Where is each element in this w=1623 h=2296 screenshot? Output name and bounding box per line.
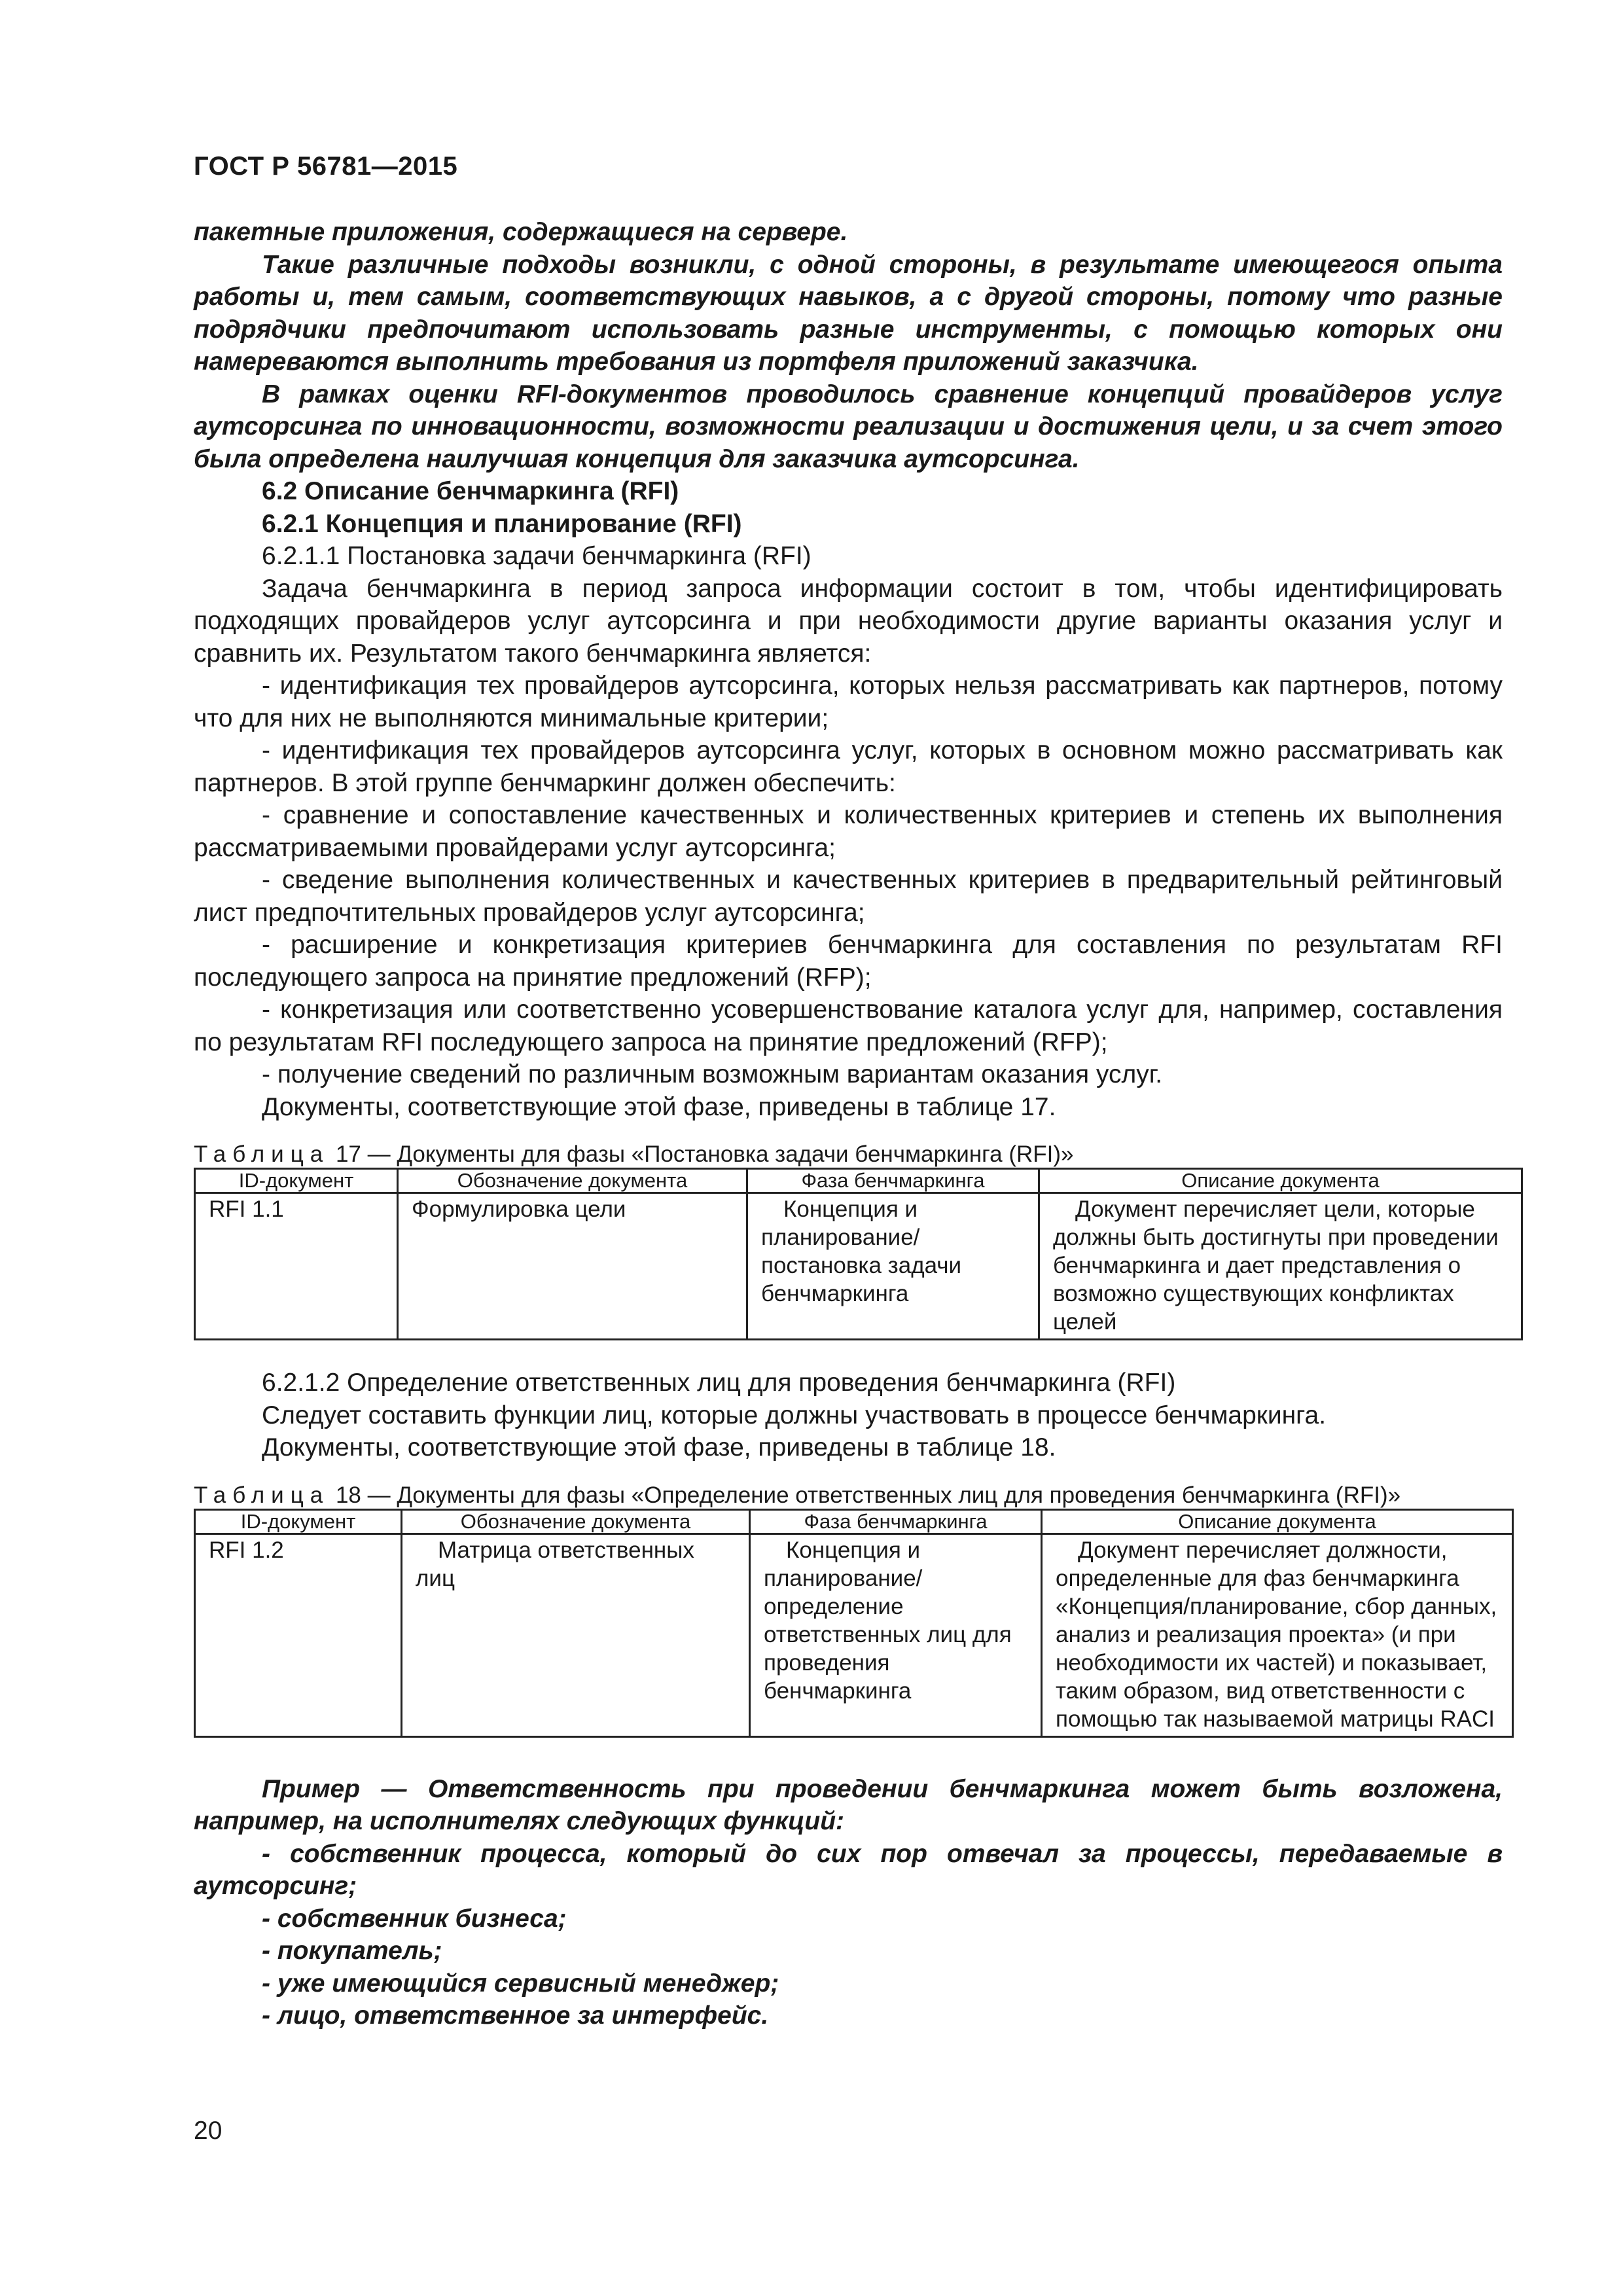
table-17-reference: Документы, соответствующие этой фазе, приведены в таблице 17.	[262, 1092, 1056, 1121]
table-row	[195, 1534, 1513, 1736]
heading-6-2: 6.2 Описание бенчмаркинга (RFI)	[262, 477, 679, 505]
table-header-row	[195, 1169, 1522, 1193]
cell-id: RFI 1.1	[195, 1193, 398, 1340]
cell-name: Матрица ответственных лиц	[402, 1534, 750, 1736]
cell-phase: Концепция и планирование/ определение ответственных лиц для проведения бенчмаркинга	[750, 1534, 1042, 1736]
bullet-item: - получение сведений по различным возможным вариантам оказания услуг.	[262, 1060, 1163, 1088]
page-number: 20	[194, 2117, 223, 2145]
intro-paragraph-2: В рамках оценки RFI-документов проводилось сравнение концепций провайдеров услуг аутсорсинга по инновационности, возможности реализации и достижения цели, и за счет этого была определена наилучшая концепция для заказчика аутсорсинга.	[194, 380, 1503, 473]
table-header-row	[195, 1509, 1513, 1534]
example-item: - лицо, ответственное за интерфейс.	[262, 2001, 769, 2030]
column-header: Описание документа	[1042, 1509, 1513, 1534]
example-item: - собственник процесса, который до сих пор отвечал за процессы, передаваемые в аутсорсинг;	[194, 1839, 1503, 1900]
intro-line: пакетные приложения, содержащиеся на сервере.	[194, 218, 848, 246]
standard-header: ГОСТ Р 56781—2015	[194, 152, 458, 181]
column-header: Описание документа	[1039, 1169, 1522, 1193]
bullet-item: - конкретизация или соответственно усовершенствование каталога услуг для, например, составления по результатам RFI последующего запроса на принятие предложений (RFP);	[194, 996, 1503, 1056]
table-18-reference: Документы, соответствующие этой фазе, приведены в таблице 18.	[262, 1433, 1056, 1462]
cell-description: Документ перечисляет должности, определенные для фаз бенчмаркинга «Концепция/планирование, сбор данных, анализ и реализация проекта» (и при необходимости их частей) и показывает, таким образом, вид ответственности с помощью так называемой матрицы RACI	[1042, 1534, 1513, 1736]
heading-6-2-1-1: 6.2.1.1 Постановка задачи бенчмаркинга (RFI)	[262, 542, 812, 570]
column-header: Фаза бенчмаркинга	[747, 1169, 1039, 1193]
column-header: ID-документ	[195, 1169, 398, 1193]
cell-id: RFI 1.2	[195, 1534, 402, 1736]
column-header: Обозначение документа	[398, 1169, 747, 1193]
task-paragraph: Задача бенчмаркинга в период запроса информации состоит в том, чтобы идентифицировать подходящих провайдеров услуг аутсорсинга и при необходимости другие варианты оказания услуг и сравнить их. Результатом такого бенчмаркинга является:	[194, 574, 1503, 668]
bullet-item: - идентификация тех провайдеров аутсорсинга, которых нельзя рассматривать как партнеров, потому что для них не выполняются минимальные критерии;	[194, 672, 1503, 732]
cell-phase: Концепция и планирование/ постановка задачи бенчмаркинга	[747, 1193, 1039, 1340]
heading-6-2-1-2: 6.2.1.2 Определение ответственных лиц для проведения бенчмаркинга (RFI)	[262, 1369, 1176, 1397]
example-item: - собственник бизнеса;	[262, 1904, 567, 1933]
column-header: Фаза бенчмаркинга	[750, 1509, 1042, 1534]
example-item: - уже имеющийся сервисный менеджер;	[262, 1969, 779, 1998]
table-row	[195, 1193, 1522, 1340]
table-17	[194, 1168, 1523, 1340]
heading-6-2-1: 6.2.1 Концепция и планирование (RFI)	[262, 509, 742, 538]
table-18	[194, 1509, 1514, 1738]
table-18-caption	[194, 1482, 1503, 1509]
cell-description: Документ перечисляет цели, которые должны быть достигнуты при проведении бенчмаркинга и дает представления о возможно существующих конфликтах целей	[1039, 1193, 1522, 1340]
example-intro: Пример — Ответственность при проведении бенчмаркинга может быть возложена, например, на исполнителях следующих функций:	[194, 1774, 1503, 1835]
table-caption-text: 18 — Документы для фазы «Определение ответственных лиц для проведения бенчмаркинга (RFI)»	[329, 1482, 1401, 1508]
table-caption-label: Таблица	[194, 1141, 330, 1167]
intro-paragraph-1: Такие различные подходы возникли, с одной стороны, в результате имеющегося опыта работы и, тем самым, соответствующих навыков, а с другой стороны, потому что разные подрядчики предпочитают использовать разные инструменты, с помощью которых они намереваются выполнить требования из портфеля приложений заказчика.	[194, 250, 1503, 376]
bullet-item: - идентификация тех провайдеров аутсорсинга услуг, которых в основном можно рассматривать как партнеров. В этой группе бенчмаркинг должен обеспечить:	[194, 736, 1503, 797]
table-caption-text: 17 — Документы для фазы «Постановка задачи бенчмаркинга (RFI)»	[329, 1141, 1074, 1167]
cell-name: Формулировка цели	[398, 1193, 747, 1340]
column-header: Обозначение документа	[402, 1509, 750, 1534]
roles-paragraph: Следует составить функции лиц, которые должны участвовать в процессе бенчмаркинга.	[262, 1401, 1327, 1429]
example-item: - покупатель;	[262, 1937, 442, 1965]
bullet-item: - сведение выполнения количественных и качественных критериев в предварительный рейтинговый лист предпочтительных провайдеров услуг аутсорсинга;	[194, 866, 1503, 927]
table-caption-label: Таблица	[194, 1482, 330, 1508]
column-header: ID-документ	[195, 1509, 402, 1534]
bullet-item: - расширение и конкретизация критериев бенчмаркинга для составления по результатам RFI последующего запроса на принятие предложений (RFP);	[194, 931, 1503, 992]
page-body	[194, 216, 1503, 2032]
bullet-item: - сравнение и сопоставление качественных и количественных критериев и степень их выполнения рассматриваемыми провайдерами услуг аутсорсинга;	[194, 801, 1503, 862]
table-17-caption	[194, 1141, 1503, 1168]
